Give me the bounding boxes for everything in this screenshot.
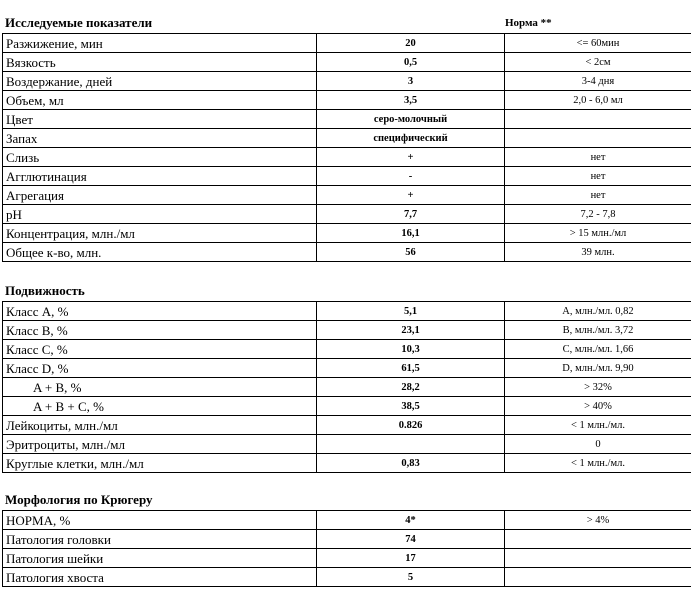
row-value: 61,5	[317, 359, 505, 378]
row-norm: < 1 млн./мл.	[505, 454, 691, 473]
row-norm	[505, 568, 691, 587]
row-name: A + B, %	[3, 378, 317, 397]
row-name: Разжижение, мин	[3, 34, 317, 53]
row-name: Эритроциты, млн./мл	[3, 435, 317, 454]
table-row	[3, 167, 691, 186]
row-norm	[505, 129, 691, 148]
row-norm: > 40%	[505, 397, 691, 416]
row-name: A + B + C, %	[3, 397, 317, 416]
row-norm	[505, 110, 691, 129]
row-norm: 7,2 - 7,8	[505, 205, 691, 224]
row-name: pH	[3, 205, 317, 224]
row-name: Концентрация, млн./мл	[3, 224, 317, 243]
morphology-table	[2, 510, 691, 587]
row-norm: 0	[505, 435, 691, 454]
row-value: +	[317, 186, 505, 205]
row-norm: C, млн./мл. 1,66	[505, 340, 691, 359]
row-value: 5,1	[317, 302, 505, 321]
table-row	[3, 340, 691, 359]
row-norm: > 4%	[505, 511, 691, 530]
row-value: 28,2	[317, 378, 505, 397]
row-value: 4*	[317, 511, 505, 530]
row-name: Класс C, %	[3, 340, 317, 359]
row-norm	[505, 530, 691, 549]
row-norm: 39 млн.	[505, 243, 691, 262]
row-value: 0,5	[317, 53, 505, 72]
row-name: Патология шейки	[3, 549, 317, 568]
row-value: 5	[317, 568, 505, 587]
row-name: НОРМА, %	[3, 511, 317, 530]
row-value: 3,5	[317, 91, 505, 110]
table-row	[3, 397, 691, 416]
row-norm: нет	[505, 167, 691, 186]
row-value: 0,83	[317, 454, 505, 473]
row-value: 20	[317, 34, 505, 53]
row-name: Класс D, %	[3, 359, 317, 378]
row-value: +	[317, 148, 505, 167]
table-row	[3, 186, 691, 205]
row-name: Объем, мл	[3, 91, 317, 110]
table-row	[3, 34, 691, 53]
table-row	[3, 359, 691, 378]
table-row	[3, 435, 691, 454]
table-row	[3, 91, 691, 110]
table-row	[3, 205, 691, 224]
row-value: 3	[317, 72, 505, 91]
row-value: серо-молочный	[317, 110, 505, 129]
row-value: 10,3	[317, 340, 505, 359]
row-value: 74	[317, 530, 505, 549]
row-value: 23,1	[317, 321, 505, 340]
table-row	[3, 53, 691, 72]
row-norm	[505, 549, 691, 568]
row-value: 56	[317, 243, 505, 262]
table-row	[3, 378, 691, 397]
row-norm: > 32%	[505, 378, 691, 397]
row-name: Запах	[3, 129, 317, 148]
row-value: -	[317, 167, 505, 186]
row-norm: 2,0 - 6,0 мл	[505, 91, 691, 110]
row-name: Вязкость	[3, 53, 317, 72]
row-name: Воздержание, дней	[3, 72, 317, 91]
row-value: специфический	[317, 129, 505, 148]
motility-table	[2, 301, 691, 473]
table-row	[3, 72, 691, 91]
table-row	[3, 224, 691, 243]
indicators-table	[2, 33, 691, 262]
section-title-motility: Подвижность	[5, 283, 85, 298]
row-norm: < 2см	[505, 53, 691, 72]
row-name: Цвет	[3, 110, 317, 129]
section-title-kruger: Морфология по Крюгеру	[5, 492, 153, 507]
row-name: Агрегация	[3, 186, 317, 205]
table-row	[3, 568, 691, 587]
table-row	[3, 321, 691, 340]
row-norm: > 15 млн./мл	[505, 224, 691, 243]
table-row	[3, 549, 691, 568]
row-value: 17	[317, 549, 505, 568]
row-name: Слизь	[3, 148, 317, 167]
row-value: 16,1	[317, 224, 505, 243]
table-row	[3, 129, 691, 148]
table-row	[3, 243, 691, 262]
row-norm: A, млн./мл. 0,82	[505, 302, 691, 321]
row-norm: <= 60мин	[505, 34, 691, 53]
table-row	[3, 416, 691, 435]
row-norm: D, млн./мл. 9,90	[505, 359, 691, 378]
row-norm: нет	[505, 186, 691, 205]
table-row	[3, 110, 691, 129]
row-name: Лейкоциты, млн./мл	[3, 416, 317, 435]
row-name: Патология хвоста	[3, 568, 317, 587]
row-norm: 3-4 дня	[505, 72, 691, 91]
table-row	[3, 511, 691, 530]
row-value: 7,7	[317, 205, 505, 224]
table-row	[3, 148, 691, 167]
row-name: Патология головки	[3, 530, 317, 549]
row-norm: нет	[505, 148, 691, 167]
table-row	[3, 530, 691, 549]
row-name: Класс A, %	[3, 302, 317, 321]
table-row	[3, 302, 691, 321]
row-value: 38,5	[317, 397, 505, 416]
row-norm: < 1 млн./мл.	[505, 416, 691, 435]
row-name: Общее к-во, млн.	[3, 243, 317, 262]
row-value: 0.826	[317, 416, 505, 435]
row-name: Круглые клетки, млн./мл	[3, 454, 317, 473]
row-name: Агглютинация	[3, 167, 317, 186]
row-norm: B, млн./мл. 3,72	[505, 321, 691, 340]
table-row	[3, 454, 691, 473]
section-title-indicators: Исследуемые показатели	[5, 15, 153, 30]
row-value	[317, 435, 505, 454]
row-name: Класс B, %	[3, 321, 317, 340]
norm-column-header: Норма **	[505, 17, 552, 29]
